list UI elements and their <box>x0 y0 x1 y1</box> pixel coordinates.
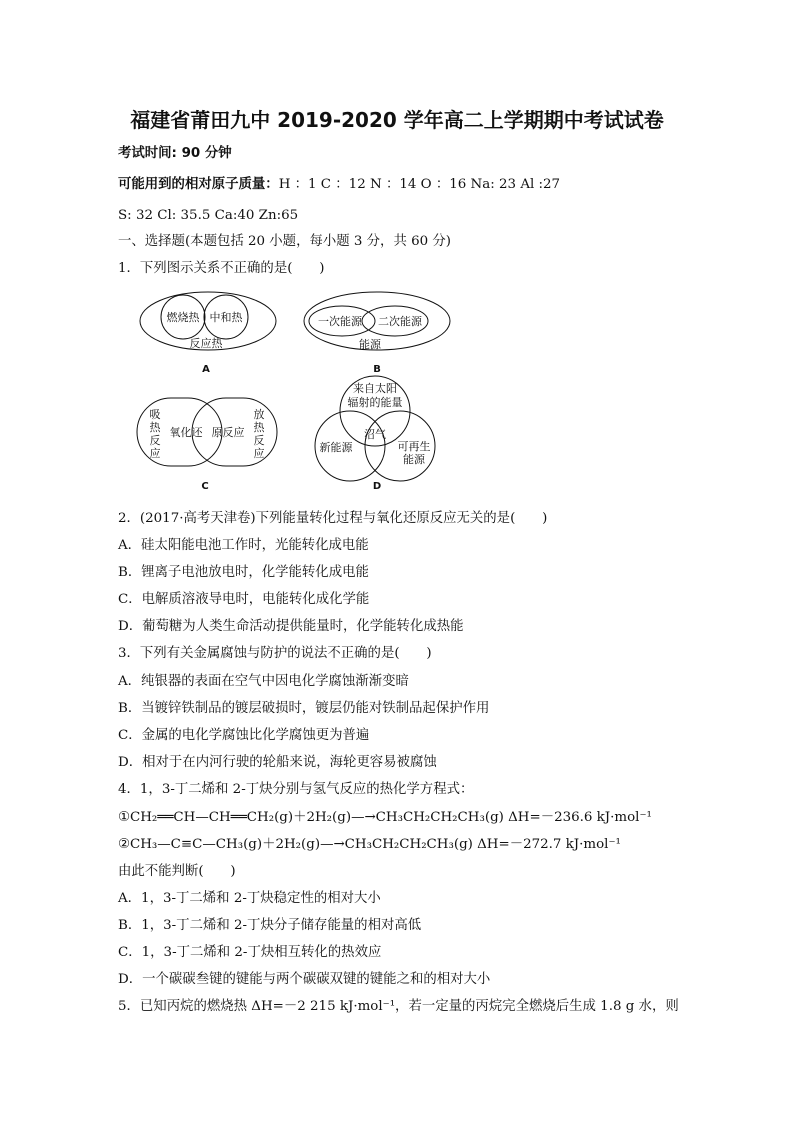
q1-figure-d <box>304 374 449 496</box>
fig-b-label: B <box>373 364 381 375</box>
fig-c-left-1: 吸 <box>149 408 161 421</box>
fig-c-label: C <box>201 481 209 492</box>
q5-stem: 5．已知丙烷的燃烧热 ΔH=－2 215 kJ·mol⁻¹，若一定量的丙烷完全燃烧后生成 1.8 g 水，则 <box>118 999 679 1014</box>
atomic-masses-line-2: S: 32 Cl: 35.5 Ca:40 Zn:65 <box>118 208 299 223</box>
q2-option-c: C．电解质溶液导电时，电能转化成化学能 <box>118 592 370 607</box>
q2-option-d: D．葡萄糖为人类生命活动提供能量时，化学能转化成热能 <box>118 619 464 634</box>
fig-c-middle-1: 氧化还 <box>169 426 203 439</box>
atomic-masses-line-1 <box>118 176 560 194</box>
q3-option-a: A．纯银器的表面在空气中因电化学腐蚀渐渐变暗 <box>118 674 409 689</box>
fig-c-left-4: 应 <box>149 447 161 460</box>
q4-equation-2: ②CH₃—C≡C—CH₃(g)＋2H₂(g)—→CH₃CH₂CH₂CH₃(g) ΔH=－272.7 kJ·mol⁻¹ <box>118 837 621 852</box>
q4-stem: 4．1，3-丁二烯和 2-丁炔分别与氢气反应的热化学方程式： <box>118 782 474 797</box>
q1-figure-c <box>135 396 280 496</box>
page-title: 福建省莆田九中 2019-2020 学年高二上学期期中考试试卷 <box>130 108 664 132</box>
q4-option-a: A．1，3-丁二烯和 2-丁炔稳定性的相对大小 <box>118 891 381 906</box>
q4-option-d: D．一个碳碳叁键的键能与两个碳碳双键的键能之和的相对大小 <box>118 972 491 987</box>
fig-c-left-2: 热 <box>149 421 161 434</box>
fig-d-right-1: 可再生 <box>397 440 431 453</box>
fig-a-circle-1: 燃烧热 <box>166 311 200 324</box>
fig-a-outer: 反应热 <box>189 337 223 350</box>
q2-option-a: A．硅太阳能电池工作时，光能转化成电能 <box>118 538 369 553</box>
q3-option-b: B．当镀锌铁制品的镀层破损时，镀层仍能对铁制品起保护作用 <box>118 701 490 716</box>
atomic-masses-values-1: H ：1 C ：12 N ：14 O ：16 Na: 23 Al :27 <box>278 177 561 192</box>
exam-time: 考试时间: 90 分钟 <box>118 146 232 161</box>
q2-option-b: B．锂离子电池放电时，化学能转化成电能 <box>118 565 369 580</box>
q1-figure-a <box>138 290 278 380</box>
fig-d-top-1: 来自太阳 <box>353 382 397 395</box>
section-heading: 一、选择题(本题包括 20 小题，每小题 3 分，共 60 分) <box>118 234 452 249</box>
atomic-masses-label: 可能用到的相对原子质量： <box>118 177 279 192</box>
fig-d-left: 新能源 <box>319 441 353 454</box>
q3-stem: 3．下列有关金属腐蚀与防护的说法不正确的是( ) <box>118 646 432 661</box>
fig-b-circle-1: 一次能源 <box>318 315 362 328</box>
q2-stem: 2．(2017·高考天津卷)下列能量转化过程与氧化还原反应无关的是( ) <box>118 511 548 526</box>
fig-c-left-3: 反 <box>149 434 161 447</box>
fig-c-right-4: 应 <box>253 447 265 460</box>
fig-c-middle-2: 原反应 <box>211 426 245 439</box>
q3-option-c: C．金属的电化学腐蚀比化学腐蚀更为普遍 <box>118 728 370 743</box>
fig-a-circle-2: 中和热 <box>209 311 243 324</box>
fig-b-outer: 能源 <box>359 338 381 351</box>
q1-figure-b <box>302 290 452 380</box>
fig-a-label: A <box>202 364 210 375</box>
q4-prompt: 由此不能判断( ) <box>118 864 236 879</box>
fig-d-right-2: 能源 <box>403 453 425 466</box>
q1-stem: 1．下列图示关系不正确的是( ) <box>118 261 325 276</box>
q4-option-c: C．1，3-丁二烯和 2-丁炔相互转化的热效应 <box>118 945 382 960</box>
fig-d-middle: 沼气 <box>364 428 386 441</box>
q4-option-b: B．1，3-丁二烯和 2-丁炔分子储存能量的相对高低 <box>118 918 422 933</box>
fig-d-label: D <box>372 481 382 492</box>
fig-c-right-2: 热 <box>253 421 265 434</box>
fig-c-right-1: 放 <box>253 408 265 421</box>
fig-b-circle-2: 二次能源 <box>378 315 422 328</box>
fig-d-top-2: 辐射的能量 <box>347 396 403 409</box>
q4-equation-1: ①CH₂══CH—CH══CH₂(g)＋2H₂(g)—→CH₃CH₂CH₂CH₃(g) ΔH=－236.6 kJ·mol⁻¹ <box>118 810 652 825</box>
fig-c-right-3: 反 <box>253 434 265 447</box>
q3-option-d: D．相对于在内河行驶的轮船来说，海轮更容易被腐蚀 <box>118 755 437 770</box>
